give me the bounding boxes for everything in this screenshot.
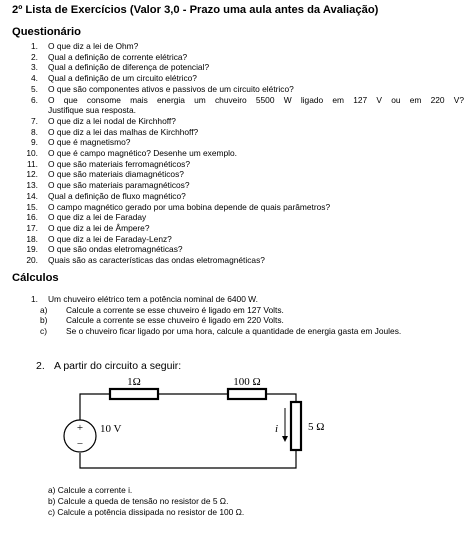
question-item xyxy=(12,223,464,234)
question-text: O que é magnetismo? xyxy=(48,137,131,148)
question-number: 18. xyxy=(26,233,38,244)
item-text: Calcule a queda de tensão no resistor de 5 Ω. xyxy=(57,496,229,506)
question-text: O que diz a lei de Âmpere? xyxy=(48,222,150,233)
question-text: O campo magnético gerado por uma bobina depende de quais parâmetros? xyxy=(48,201,331,212)
circuit-diagram xyxy=(56,370,356,474)
question-item xyxy=(12,255,464,266)
question-text: O que é campo magnético? Desenhe um exemplo. xyxy=(48,148,238,159)
question-item xyxy=(12,73,464,84)
problem-text: Um chuveiro elétrico tem a potência nominal de 6400 W. xyxy=(48,294,258,304)
question-item xyxy=(12,159,464,170)
problem-number: 1. xyxy=(31,294,38,304)
problem-2-item-b xyxy=(48,496,244,507)
problem-1-statement xyxy=(12,294,452,305)
question-text: O que diz a lei nodal de Kirchhoff? xyxy=(48,115,176,126)
current-arrow-head xyxy=(282,436,288,442)
question-text: O que são ondas eletromagnéticas? xyxy=(48,244,183,255)
wire-top-right xyxy=(266,394,296,402)
question-number: 3. xyxy=(31,62,38,73)
resistor-5ohm xyxy=(291,402,301,450)
question-number: 5. xyxy=(31,83,38,94)
question-number: 1. xyxy=(31,41,38,51)
problem-2-item-c xyxy=(48,507,244,518)
question-continuation-text: Justifique sua resposta. xyxy=(48,105,136,116)
item-label: a) xyxy=(48,485,56,495)
question-text: O que consome mais energia um chuveiro 5500 W ligado em 127 V ou em 220 V? xyxy=(48,94,464,105)
resistor-100ohm-label: 100 Ω xyxy=(233,376,261,388)
question-number: 13. xyxy=(26,180,38,191)
page-title: 2º Lista de Exercícios (Valor 3,0 - Prazo uma aula antes da Avaliação) xyxy=(12,4,379,16)
question-text: Qual a definição de diferença de potencial? xyxy=(48,62,210,73)
problem-1-item-b xyxy=(12,315,452,326)
item-label: c) xyxy=(40,326,47,337)
question-text: Quais são as características das ondas eletromagnéticas? xyxy=(48,255,265,266)
question-text: O que diz a lei das malhas de Kirchhoff? xyxy=(48,126,199,137)
question-item xyxy=(12,95,464,106)
item-text: Calcule a potência dissipada no resistor de 100 Ω. xyxy=(57,507,245,517)
section-heading-calculos: Cálculos xyxy=(12,272,59,284)
question-item xyxy=(12,116,464,127)
question-text: O que são materiais ferromagnéticos? xyxy=(48,158,190,169)
question-item xyxy=(12,137,464,148)
question-number: 12. xyxy=(26,169,38,180)
item-text: Se o chuveiro ficar ligado por uma hora, calcule a quantidade de energia gasta em Joules. xyxy=(66,326,402,337)
question-item xyxy=(12,127,464,138)
question-item xyxy=(12,234,464,245)
question-text: O que são materiais diamagnéticos? xyxy=(48,169,184,180)
question-number: 6. xyxy=(31,94,38,105)
question-continuation xyxy=(12,105,464,116)
question-number: 8. xyxy=(31,126,38,137)
source-minus-sign: − xyxy=(76,438,84,450)
problem-1-item-c xyxy=(12,326,452,337)
question-item xyxy=(12,84,464,95)
question-number: 11. xyxy=(26,158,38,169)
question-number: 7. xyxy=(31,115,38,126)
question-text: Qual a definição de um circuito elétrico? xyxy=(48,73,197,84)
problem-1-item-a xyxy=(12,305,452,316)
problem-number: 2. xyxy=(36,360,45,372)
question-item xyxy=(12,191,464,202)
question-number: 14. xyxy=(26,190,38,201)
item-text: Calcule a corrente se esse chuveiro é ligado em 220 Volts. xyxy=(66,315,284,326)
question-item xyxy=(12,244,464,255)
problem-1 xyxy=(12,294,452,337)
question-item xyxy=(12,180,464,191)
question-text: O que diz a lei de Faraday-Lenz? xyxy=(48,233,172,244)
problem-2-item-a xyxy=(48,485,244,496)
problem-text: A partir do circuito a seguir: xyxy=(54,360,182,372)
source-plus-sign: + xyxy=(76,422,84,434)
item-label: a) xyxy=(40,304,48,315)
item-text: Calcule a corrente i. xyxy=(57,485,133,495)
resistor-100ohm xyxy=(228,389,266,399)
question-list xyxy=(12,41,464,266)
question-text: O que diz a lei de Ohm? xyxy=(48,41,139,51)
question-number: 9. xyxy=(31,137,38,148)
question-item xyxy=(12,41,464,52)
item-label: c) xyxy=(48,507,55,517)
question-text: O que são componentes ativos e passivos de um circuito elétrico? xyxy=(48,83,294,94)
question-text: Qual a definição de corrente elétrica? xyxy=(48,51,188,62)
question-number: 20. xyxy=(26,255,38,266)
question-item xyxy=(12,212,464,223)
question-number: 15. xyxy=(26,201,38,212)
problem-2-items xyxy=(48,485,244,518)
question-text: O que diz a lei de Faraday xyxy=(48,212,147,223)
question-number: 19. xyxy=(26,244,38,255)
question-text: Qual a definição de fluxo magnético? xyxy=(48,190,186,201)
question-item xyxy=(12,62,464,73)
resistor-5ohm-label: 5 Ω xyxy=(308,421,325,433)
question-item xyxy=(12,52,464,63)
question-number: 10. xyxy=(26,148,38,159)
wire-top-left xyxy=(80,394,110,420)
item-text: Calcule a corrente se esse chuveiro é ligado em 127 Volts. xyxy=(66,304,284,315)
question-number: 2. xyxy=(31,51,38,62)
section-heading-questionario: Questionário xyxy=(12,26,81,38)
question-number: 16. xyxy=(26,212,38,223)
item-label: b) xyxy=(48,496,56,506)
question-item xyxy=(12,148,464,159)
resistor-1ohm xyxy=(110,389,158,399)
source-label: 10 V xyxy=(100,423,122,435)
question-number: 4. xyxy=(31,73,38,84)
wire-bottom xyxy=(80,450,296,468)
question-number: 17. xyxy=(26,222,38,233)
question-text: O que são materiais paramagnéticos? xyxy=(48,180,190,191)
item-label: b) xyxy=(40,315,48,326)
resistor-1ohm-label: 1Ω xyxy=(127,376,141,388)
question-item xyxy=(12,202,464,213)
question-item xyxy=(12,169,464,180)
current-label: i xyxy=(275,423,279,435)
